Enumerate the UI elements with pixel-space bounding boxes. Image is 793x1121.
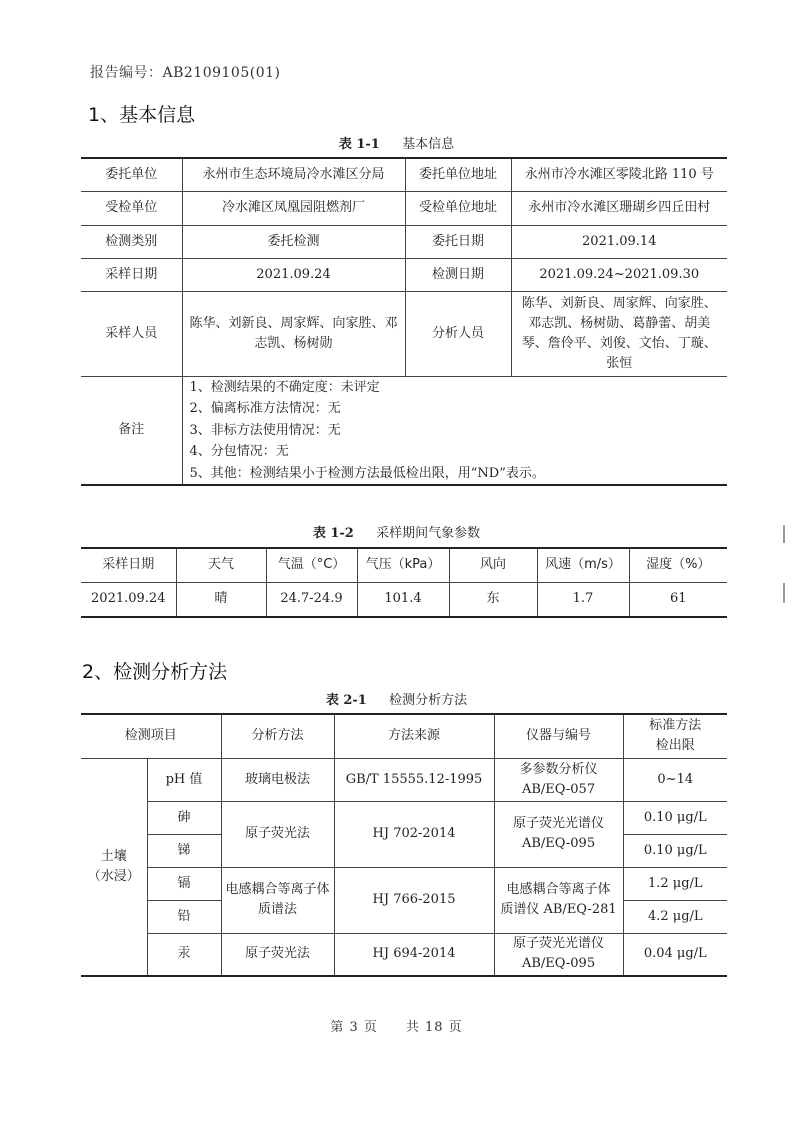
sampling-date-label: 采样日期 (81, 258, 182, 291)
method-cell (221, 867, 334, 933)
column-header: 风速（m/s） (537, 548, 629, 582)
limit-header-line: 标准方法 (649, 718, 702, 734)
table-cell: 东 (449, 582, 537, 617)
page-number: 第 3 页 共 18 页 (330, 1020, 463, 1035)
method-cell: 原子荧光法 (221, 933, 334, 976)
test-date-value: 2021.09.24~2021.09.30 (511, 258, 727, 291)
test-date-label: 检测日期 (405, 258, 511, 291)
remark-item: 1、检测结果的不确定度：未评定 (189, 379, 380, 395)
remark-item: 3、非标方法使用情况：无 (189, 422, 341, 438)
remark-item: 2、偏离标准方法情况：无 (189, 401, 341, 416)
table-1-1-number: 表 1-1 (338, 137, 380, 152)
table-header-row (81, 548, 727, 582)
category-soil-leach (81, 758, 147, 976)
table-row (81, 933, 727, 976)
test-type-value: 委托检测 (182, 225, 405, 258)
remark-item: 4、分包情况：无 (189, 444, 289, 459)
limit-cell: 1.2 μg/L (623, 867, 727, 900)
item-mercury: 汞 (147, 933, 221, 976)
client-address-value: 永州市冷水滩区零陵北路 110 号 (511, 158, 727, 191)
source-cell: GB/T 15555.12-1995 (334, 758, 494, 801)
table-cell: 2021.09.24 (81, 582, 176, 617)
samplers-label: 采样人员 (81, 291, 182, 376)
method-cell: 原子荧光法 (221, 801, 334, 867)
inspected-unit-label: 受检单位 (81, 191, 182, 225)
column-header-method: 分析方法 (221, 714, 334, 758)
table-row (81, 801, 727, 834)
remarks-list (182, 376, 727, 485)
inspected-unit-value: 冷水滩区凤凰园阻燃剂厂 (182, 191, 405, 225)
limit-cell: 4.2 μg/L (623, 900, 727, 933)
table-cell: 24.7-24.9 (266, 582, 357, 617)
source-cell: HJ 702-2014 (334, 801, 494, 867)
table-cell: 1.7 (537, 582, 629, 617)
table-2-1-number: 表 2-1 (325, 693, 367, 708)
category-line: （水浸） (87, 868, 140, 884)
commission-date-label: 委托日期 (405, 225, 511, 258)
source-cell: HJ 766-2015 (334, 867, 494, 933)
table-1-1-title: 基本信息 (402, 137, 455, 152)
client-address-label: 委托单位地址 (405, 158, 511, 191)
remarks-label: 备注 (81, 376, 182, 485)
scan-mark-line (783, 525, 785, 543)
section-1-title: 1、基本信息 (88, 104, 196, 126)
report-number: 报告编号：AB2109105(01) (90, 65, 281, 81)
table-2-1-caption (0, 689, 793, 708)
instrument-cell (494, 867, 623, 933)
table-row (81, 867, 727, 900)
method-line: 电感耦合等离子体 (225, 882, 330, 897)
item-cadmium: 镉 (147, 867, 221, 900)
table-cell: 61 (629, 582, 727, 617)
column-header: 湿度（%） (629, 548, 727, 582)
column-header: 天气 (176, 548, 266, 582)
scan-artifact (783, 525, 789, 645)
column-header: 采样日期 (81, 548, 176, 582)
remark-item: 5、其他：检测结果小于检测方法最低检出限，用“ND”表示。 (189, 465, 545, 481)
column-header: 气温（°C） (266, 548, 357, 582)
method-cell: 玻璃电极法 (221, 758, 334, 801)
commission-date-value: 2021.09.14 (511, 225, 727, 258)
inspected-address-value: 永州市冷水滩区珊瑚乡四丘田村 (511, 191, 727, 225)
analysts-label: 分析人员 (405, 291, 511, 376)
inspected-address-label: 受检单位地址 (405, 191, 511, 225)
method-line: 质谱法 (258, 902, 298, 917)
instrument-line: 多参数分析仪 (519, 761, 598, 777)
limit-cell: 0~14 (623, 758, 727, 801)
instrument-cell (494, 801, 623, 867)
instrument-line: 电感耦合等离子体 (506, 882, 611, 897)
test-type-label: 检测类别 (81, 225, 182, 258)
table-header-row (81, 714, 727, 758)
table-row (81, 191, 727, 225)
table-row (81, 291, 727, 376)
item-ph: pH 值 (147, 758, 221, 801)
section-2-title: 2、检测分析方法 (82, 661, 228, 683)
source-cell: HJ 694-2014 (334, 933, 494, 976)
instrument-line: 质谱仪 AB/EQ-281 (500, 902, 617, 917)
table-1-2-caption (0, 522, 793, 541)
basic-info-table (81, 157, 727, 486)
column-header: 风向 (449, 548, 537, 582)
table-row (81, 225, 727, 258)
table-cell: 晴 (176, 582, 266, 617)
analysts-value: 陈华、刘新良、周家辉、向家胜、邓志凯、杨树勋、葛静蕾、胡美琴、詹伶平、刘俊、文怡、丁璇、张恒 (511, 291, 727, 376)
instrument-line: 原子荧光光谱仪 (513, 816, 605, 831)
category-line: 土壤 (100, 848, 127, 864)
table-1-2-title: 采样期间气象参数 (376, 526, 481, 541)
column-header-limit (623, 714, 727, 758)
scan-mark-line (783, 583, 785, 603)
table-cell: 101.4 (357, 582, 449, 617)
instrument-line: 原子荧光光谱仪 (513, 936, 605, 952)
column-header-source: 方法来源 (334, 714, 494, 758)
item-arsenic: 砷 (147, 801, 221, 834)
table-1-1-caption (0, 133, 793, 152)
limit-header-line: 检出限 (655, 738, 695, 754)
item-lead: 铅 (147, 900, 221, 933)
column-header-instrument: 仪器与编号 (494, 714, 623, 758)
instrument-cell (494, 758, 623, 801)
column-header-item: 检测项目 (81, 714, 221, 758)
table-2-1-title: 检测分析方法 (389, 693, 468, 708)
item-antimony: 锑 (147, 834, 221, 867)
client-label: 委托单位 (81, 158, 182, 191)
limit-cell: 0.10 μg/L (623, 801, 727, 834)
instrument-line: AB/EQ-057 (521, 781, 596, 797)
instrument-line: AB/EQ-095 (521, 836, 596, 851)
client-value: 永州市生态环境局冷水滩区分局 (182, 158, 405, 191)
table-row (81, 582, 727, 617)
limit-cell: 0.10 μg/L (623, 834, 727, 867)
table-row (81, 258, 727, 291)
instrument-line: AB/EQ-095 (521, 956, 596, 972)
limit-cell: 0.04 μg/L (623, 933, 727, 976)
weather-table (81, 547, 727, 618)
samplers-value: 陈华、刘新良、周家辉、向家胜、邓志凯、杨树勋 (182, 291, 405, 376)
column-header: 气压（kPa） (357, 548, 449, 582)
table-row (81, 758, 727, 801)
table-row (81, 376, 727, 485)
sampling-date-value: 2021.09.24 (182, 258, 405, 291)
analysis-method-table (81, 713, 727, 977)
table-row (81, 158, 727, 191)
instrument-cell (494, 933, 623, 976)
table-1-2-number: 表 1-2 (312, 526, 354, 541)
